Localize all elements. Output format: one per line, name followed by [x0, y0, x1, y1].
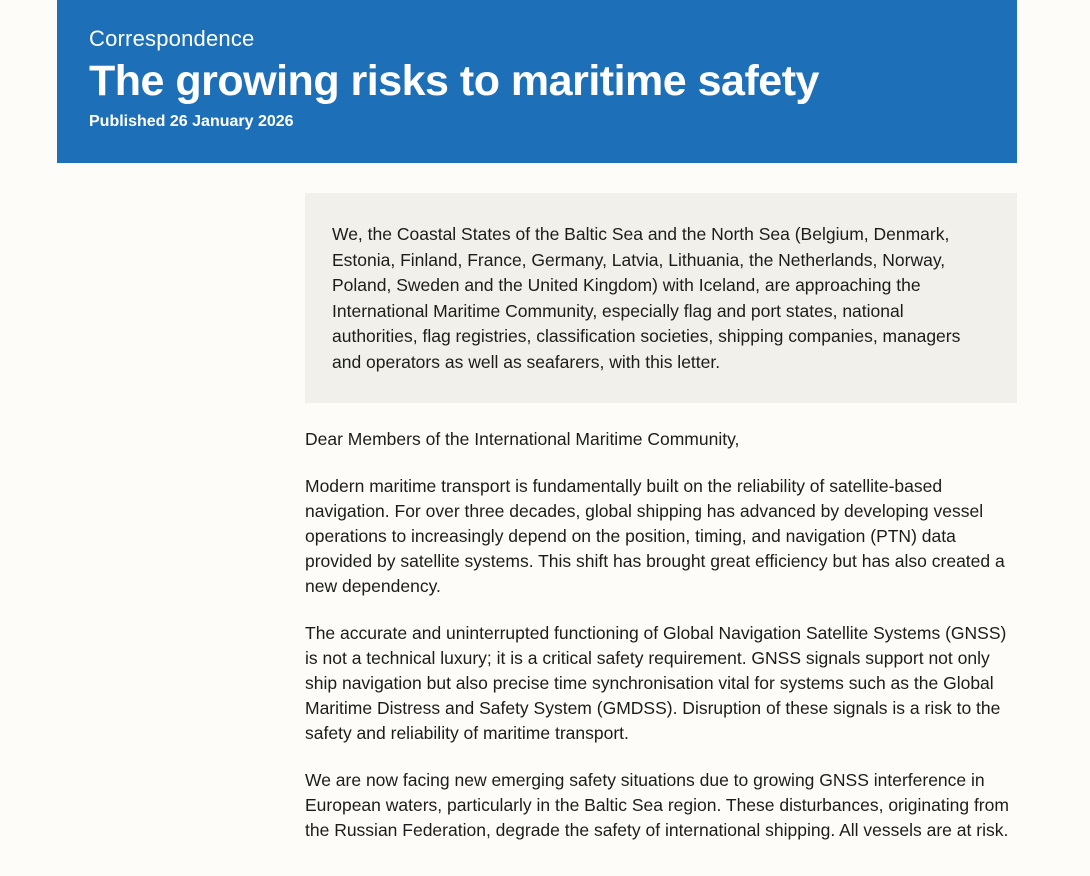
document-type-label: Correspondence	[89, 26, 255, 51]
body-paragraph: The accurate and uninterrupted functioning of Global Navigation Satellite Systems (GNSS) is not a technical luxury; it is a critical safety requirement. GNSS signals support not only ship navigation but also precise time synchronisation vital for systems such as the Global Maritime Distress and Safety System (GMDSS). Disruption of these signals is a risk to the safety and reliability of maritime transport.	[305, 623, 1007, 743]
letter-body	[305, 427, 1017, 843]
summary-text: We, the Coastal States of the Baltic Sea and the North Sea (Belgium, Denmark, Estonia, Finland, France, Germany, Latvia, Lithuania, the Netherlands, Norway, Poland, Sweden and the United Kingdom) with Iceland, are approaching the International Maritime Community, especially flag and port states, national authorities, flag registries, classification societies, shipping companies, managers and operators as well as seafarers, with this letter.	[332, 224, 961, 372]
published-date: Published 26 January 2026	[89, 113, 294, 130]
body-paragraph: Modern maritime transport is fundamentally built on the reliability of satellite-based navigation. For over three decades, global shipping has advanced by developing vessel operations to increasingly depend on the position, timing, and navigation (PTN) data provided by satellite systems. This shift has brought great efficiency but has also created a new dependency.	[305, 476, 1005, 596]
publication-header-banner	[57, 0, 1017, 163]
body-paragraph: We are now facing new emerging safety situations due to growing GNSS interference in European waters, particularly in the Baltic Sea region. These disturbances, originating from the Russian Federation, degrade the safety of international shipping. All vessels are at risk.	[305, 770, 1009, 840]
page-title: The growing risks to maritime safety	[89, 57, 819, 105]
salutation-paragraph: Dear Members of the International Maritime Community,	[305, 429, 740, 449]
summary-box	[305, 193, 1017, 403]
document-content	[305, 193, 1017, 865]
